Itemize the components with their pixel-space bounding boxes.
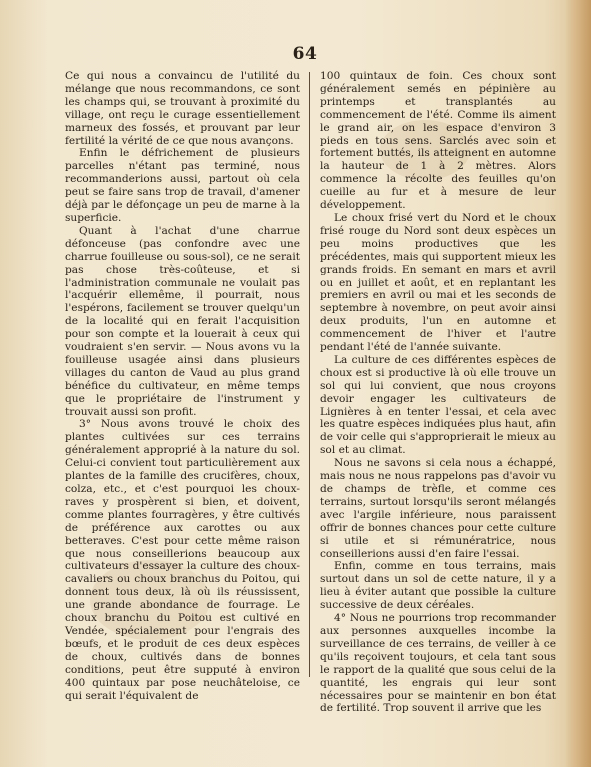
paragraph: La culture de ces différentes espèces de choux est si productive là où elle trouve un sol qui lui convient, que nous croyons devoir engager les cultivateurs de Lignières à en tenter l'essai, et cela avec les quatre espèces indiquées plus haut, afin de voir celle qui s'approprierait le mieux au sol et au climat. bbox=[320, 353, 556, 457]
paragraph: 3° Nous avons trouvé le choix des plantes cultivées sur ces terrains généralement approprié à la nature du sol. Celui-ci convient tout particulièrement aux plantes de la famille des crucifères, choux, colza, etc., et c'est pourquoi les choux-raves y prospèrent si bien, et doivent, comme plantes fourragères, y être cultivés de préférence aux carottes ou aux betteraves. C'est pour cette même raison que nous conseillerions beaucoup aux cultivateurs d'essayer la culture des choux-cavaliers ou choux branchus du Poitou, qui donnent tous deux, là où ils réussissent, une grande abondance de fourrage. Le choux branchu du Poitou est cultivé en Vendée, spécialement pour l'engrais des bœufs, et le produit de ces deux espèces de choux, cultivés dans de bonnes conditions, peut être supputé à environ 400 quintaux par pose neuchâteloise, ce qui serait l'équivalent de bbox=[65, 418, 300, 702]
paragraph: Enfin le défrichement de plusieurs parcelles n'étant pas terminé, nous recommanderions aussi, partout où cela peut se faire sans trop de travail, d'amener déjà par le défonçage un peu de marne à la superficie. bbox=[65, 147, 300, 224]
paragraph: 4° Nous ne pourrions trop recommander aux personnes auxquelles incombe la surveillance de ces terrains, de veiller à ce qu'ils reçoivent toujours, et cela tant sous le rapport de la qualité que sous celui de la quantité, les engrais qui leur sont nécessaires pour se maintenir en bon état de fertilité. Trop souvent il arrive que les bbox=[320, 612, 556, 715]
paragraph: Ce qui nous a convaincu de l'utilité du mélange que nous recommandons, ce sont les champs qui, se trouvant à proximité du village, ont reçu le curage essentiellement marneux des fossés, et prouvant par leur fertilité la vérité de ce que nous avançons. bbox=[65, 70, 300, 147]
paragraph: Quant à l'achat d'une charrue défonceuse (pas confondre avec une charrue fouilleuse ou sous-sol), ce ne serait pas chose très-coûteuse, et si l'administration communale ne voulait pas l'acquérir ellemême, il pourrait, nous l'espérons, facilement se trouver quelqu'un de la localité qui en ferait l'acquisition pour son compte et la louerait à ceux qui voudraient s'en servir. — Nous avons vu la fouilleuse usagée ainsi dans plusieurs villages du canton de Vaud au plus grand bénéfice du cultivateur, en même temps que le propriétaire de l'instrument y trouvait aussi son profit. bbox=[65, 224, 300, 418]
page-number: 64 bbox=[292, 44, 318, 64]
paragraph: Le choux frisé vert du Nord et le choux frisé rouge du Nord sont deux espèces un peu moins productives que les précédentes, mais qui supportent mieux les grands froids. En semant en mars et avril ou en juillet et août, et en replantant les premiers en avril ou mai et les seconds de septembre à novembre, on peut avoir ainsi deux produits, l'un en automne et commencement de l'hiver et l'autre pendant l'été de l'année suivante. bbox=[320, 211, 556, 354]
right-column bbox=[320, 70, 556, 715]
column-divider bbox=[309, 72, 310, 677]
left-column bbox=[65, 70, 300, 702]
paragraph: 100 quintaux de foin. Ces choux sont généralement semés en pépinière au printemps et transplantés au commencement de l'été. Comme ils aiment le grand air, on les espace d'environ 3 pieds en tous sens. Sarclés avec soin et fortement buttés, ils atteignent en automne la hauteur de 1 à 2 mètres. Alors commence la récolte des feuilles qu'on cueille au fur et à mesure de leur développement. bbox=[320, 70, 556, 212]
paragraph: Nous ne savons si cela nous a échappé, mais nous ne nous rappelons pas d'avoir vu de champs de trèfle, et comme ces terrains, surtout lorsqu'ils seront mélangés avec l'argile inférieure, nous paraissent offrir de bonnes chances pour cette culture si utile et si rémunératrice, nous conseillerions aussi d'en faire l'essai. bbox=[320, 457, 556, 560]
page-edge bbox=[565, 0, 591, 767]
paragraph: Enfin, comme en tous terrains, mais surtout dans un sol de cette nature, il y a lieu à éviter autant que possible la culture successive de deux céréales. bbox=[320, 560, 556, 612]
